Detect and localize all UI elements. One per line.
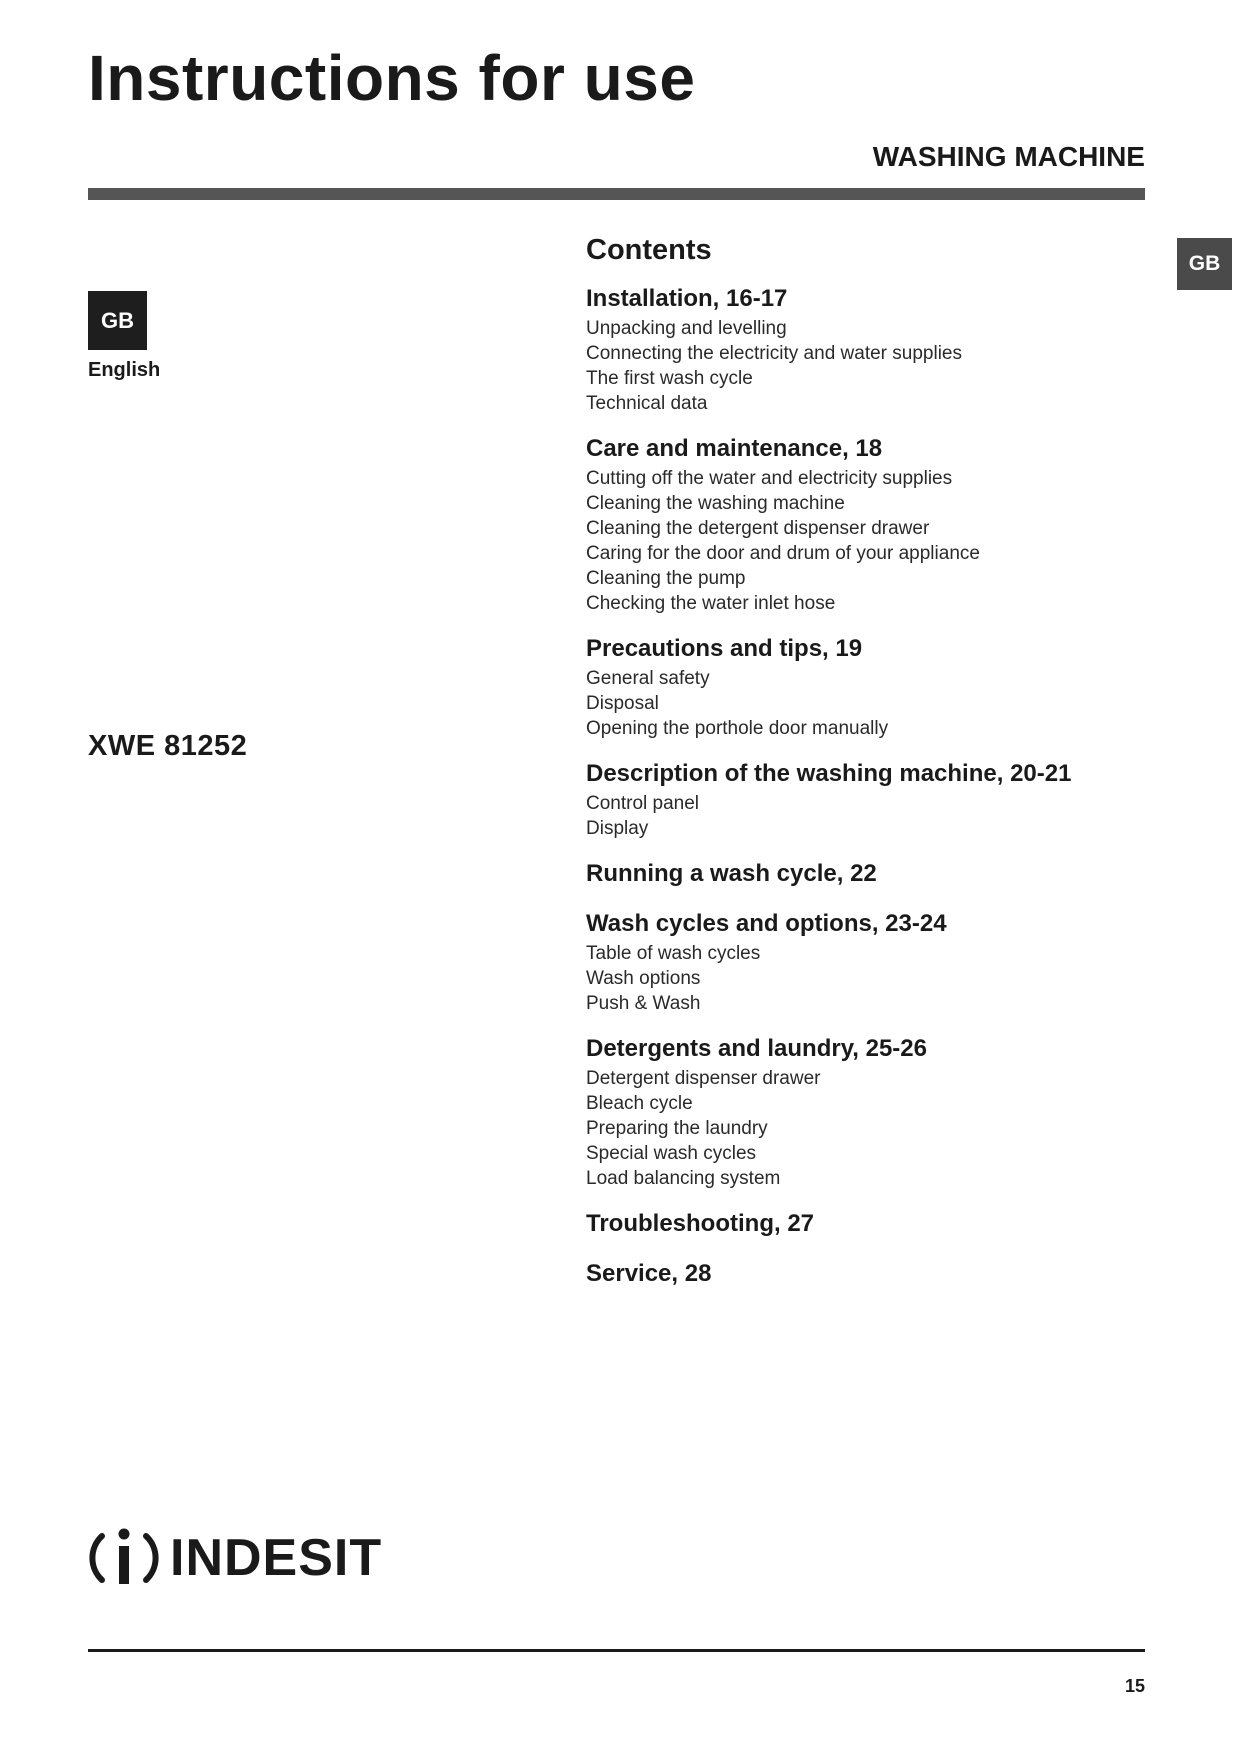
contents-heading: Contents — [586, 234, 712, 266]
language-code-badge: GB — [88, 291, 147, 350]
toc-section — [586, 632, 1146, 741]
toc-section-heading: Wash cycles and options, 23-24 — [586, 910, 947, 937]
toc-section-list — [586, 282, 1146, 1291]
toc-item: The first wash cycle — [586, 368, 753, 389]
toc-item: Cutting off the water and electricity supplies — [586, 468, 953, 489]
toc-item: Preparing the laundry — [586, 1118, 768, 1139]
toc-item: Caring for the door and drum of your appliance — [586, 543, 980, 564]
page-number: 15 — [1124, 1676, 1145, 1696]
toc-section — [586, 1207, 1146, 1241]
toc-section-heading: Installation, 16-17 — [586, 285, 788, 312]
toc-section — [586, 857, 1146, 891]
language-name: English — [88, 359, 161, 381]
toc-section — [586, 1032, 1146, 1191]
toc-item: Checking the water inlet hose — [586, 593, 836, 614]
toc-section — [586, 1257, 1146, 1291]
toc-section-heading: Service, 28 — [586, 1260, 712, 1287]
toc-item: Connecting the electricity and water supplies — [586, 343, 962, 364]
toc-item: Bleach cycle — [586, 1093, 693, 1114]
toc-section — [586, 907, 1146, 1016]
toc-section-heading: Care and maintenance, 18 — [586, 435, 883, 462]
toc-item: Cleaning the detergent dispenser drawer — [586, 518, 930, 539]
toc-item: Table of wash cycles — [586, 943, 761, 964]
toc-item: Cleaning the pump — [586, 568, 746, 589]
language-side-tab: GB — [1177, 238, 1232, 290]
toc-item: Detergent dispenser drawer — [586, 1068, 821, 1089]
brand-name: INDESIT — [170, 1529, 383, 1587]
toc-section — [586, 282, 1146, 416]
toc-item: Disposal — [586, 693, 659, 714]
toc-section-heading: Detergents and laundry, 25-26 — [586, 1035, 927, 1062]
toc-item: Push & Wash — [586, 993, 701, 1014]
table-of-contents — [586, 230, 1146, 1307]
toc-item: Wash options — [586, 968, 701, 989]
toc-item: Load balancing system — [586, 1168, 781, 1189]
document-title: Instructions for use — [88, 42, 696, 114]
toc-item: Unpacking and levelling — [586, 318, 787, 339]
toc-section — [586, 432, 1146, 616]
toc-item: Technical data — [586, 393, 708, 414]
toc-item: Opening the porthole door manually — [586, 718, 889, 739]
footer-divider — [88, 1649, 1145, 1652]
toc-item: Special wash cycles — [586, 1143, 757, 1164]
toc-section-heading: Troubleshooting, 27 — [586, 1210, 815, 1237]
product-category: WASHING MACHINE — [872, 141, 1145, 172]
header-divider — [88, 188, 1145, 200]
toc-item: Control panel — [586, 793, 700, 814]
toc-item: General safety — [586, 668, 710, 689]
toc-item: Cleaning the washing machine — [586, 493, 845, 514]
toc-section-heading: Running a wash cycle, 22 — [586, 860, 877, 887]
toc-item: Display — [586, 818, 649, 839]
model-number: XWE 81252 — [88, 730, 248, 762]
toc-section-heading: Description of the washing machine, 20-21 — [586, 760, 1072, 787]
indesit-logo-icon — [88, 1522, 160, 1594]
brand-logo — [88, 1522, 382, 1594]
toc-section — [586, 757, 1146, 841]
toc-section-heading: Precautions and tips, 19 — [586, 635, 863, 662]
